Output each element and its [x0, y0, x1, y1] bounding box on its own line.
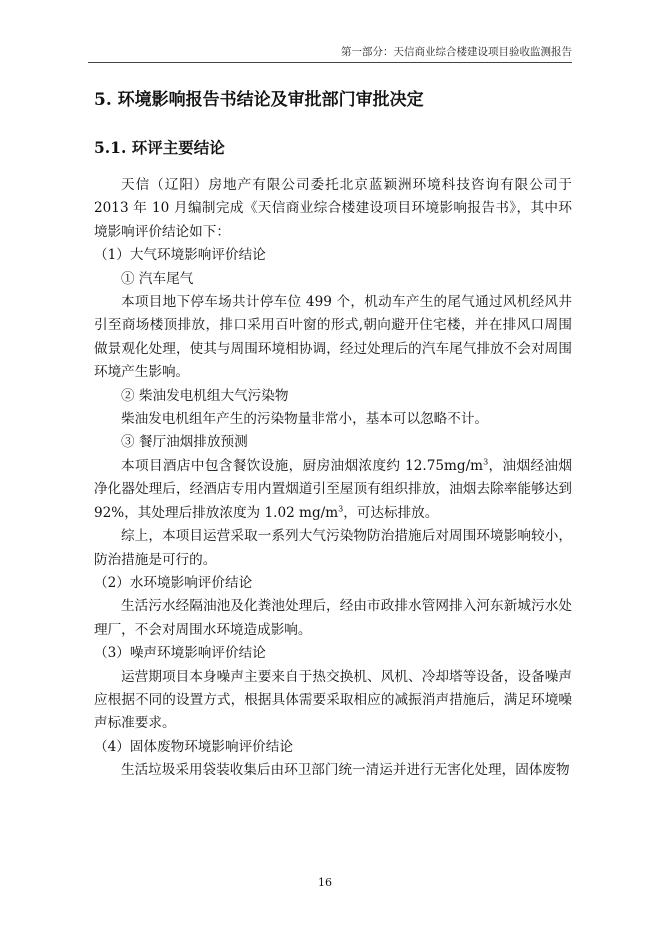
- fume-text-1: 本项目酒店中包含餐饮设施，厨房油烟浓度约 12.75mg/m: [121, 457, 484, 474]
- noise-paragraph: 运营期项目本身噪声主要来自于热交换机、风机、冷却塔等设备，设备噪声应根据不同的设置方式，根据具体需要采取相应的减振消声措施后，满足环境噪声标准要求。: [94, 668, 572, 732]
- header-rule: [88, 62, 572, 63]
- diesel-heading: ② 柴油发电机组大气污染物: [121, 387, 289, 404]
- section-title: 5. 环境影响报告书结论及审批部门审批决定: [94, 90, 424, 110]
- noise-heading: （3）噪声环境影响评价结论: [94, 645, 266, 662]
- page-content: [94, 86, 572, 783]
- fume-text-2: ，油烟经油烟净化器处理后，经酒店专用内置烟道引至屋顶有组织排放，油烟去除率能够达到 92%，其处理后排放浓度为 1.02 mg/m: [94, 457, 572, 521]
- fume-paragraph: [94, 455, 572, 525]
- water-heading: （2）水环境影响评价结论: [94, 574, 253, 591]
- car-exhaust-paragraph: 本项目地下停车场共计停车位 499 个，机动车产生的尾气通过风机经风井引至商场楼顶排放，排口采用百叶窗的形式,朝向避开住宅楼，并在排风口周围做景观化处理，使其与周围环境相协调，经过处理后的汽车尾气排放不会对周围环境产生影响。: [94, 294, 572, 381]
- fume-text-3: ，可达标排放。: [343, 504, 439, 521]
- fume-sup-1: 3: [483, 457, 489, 467]
- fume-heading: ③ 餐厅油烟排放预测: [121, 434, 248, 451]
- diesel-paragraph: 柴油发电机组年产生的污染物量非常小，基本可以忽略不计。: [121, 411, 489, 428]
- waste-paragraph: 生活垃圾采用袋装收集后由环卫部门统一清运并进行无害化处理，固体废物: [121, 762, 570, 779]
- air-summary-paragraph: 综上，本项目运营采取一系列大气污染物防治措施后对周围环境影响较小，防治措施是可行的。: [94, 528, 572, 568]
- car-exhaust-heading: ① 汽车尾气: [121, 270, 194, 287]
- running-header: 第一部分：天信商业综合楼建设项目验收监测报告: [341, 46, 572, 58]
- page-number: 16: [318, 876, 332, 889]
- fume-sup-2: 3: [338, 504, 344, 514]
- waste-heading: （4）固体废物环境影响评价结论: [94, 738, 293, 755]
- subsection-title: 5.1. 环评主要结论: [94, 138, 225, 157]
- water-paragraph: 生活污水经隔油池及化粪池处理后，经由市政排水管网排入河东新城污水处理厂，不会对周围水环境造成影响。: [94, 598, 572, 638]
- air-heading: （1）大气环境影响评价结论: [94, 247, 266, 264]
- intro-paragraph: 天信（辽阳）房地产有限公司委托北京蓝颖洲环境科技咨询有限公司于 2013 年 10 月编制完成《天信商业综合楼建设项目环境影响报告书》，其中环境影响评价结论如下：: [94, 177, 572, 240]
